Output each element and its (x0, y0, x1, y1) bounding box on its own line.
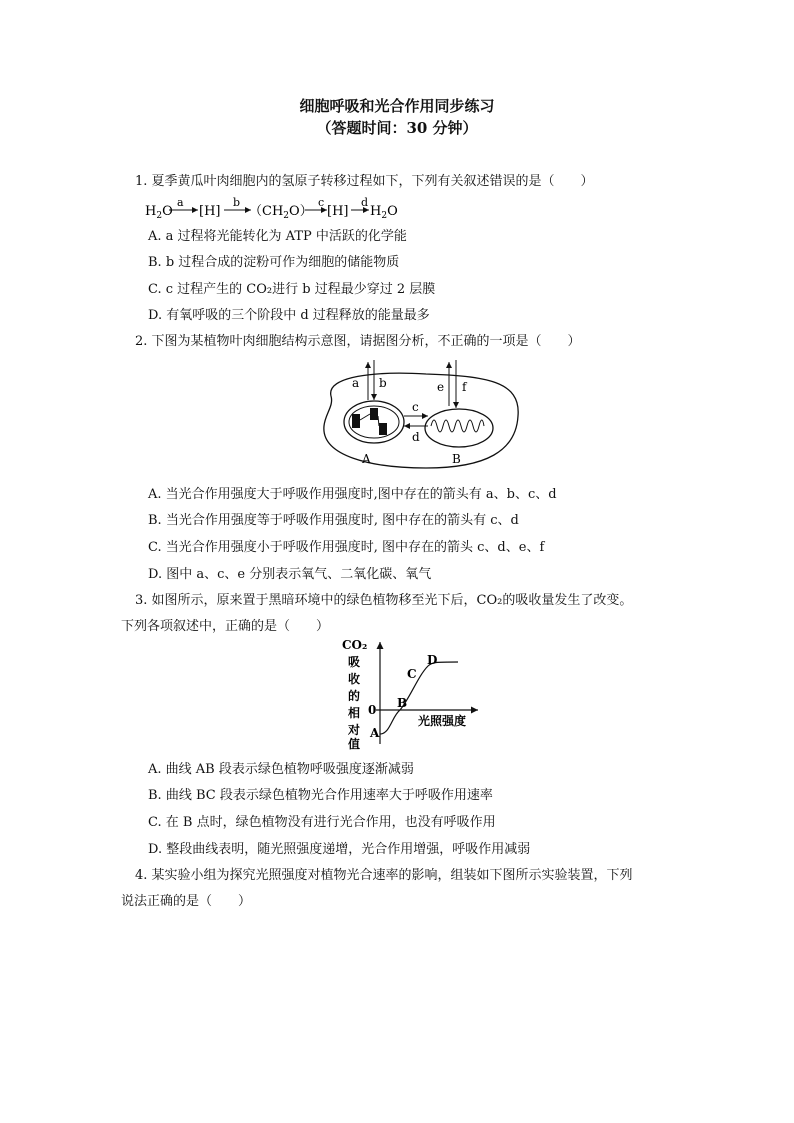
label-A: A (362, 452, 371, 466)
cristae (431, 420, 484, 432)
mitochondrion (425, 409, 493, 447)
svg-text:[H]: [H] (327, 204, 349, 219)
q1-option-d: D. 有氧呼吸的三个阶段中 d 过程释放的能量最多 (148, 308, 430, 323)
q1-option-b: B. b 过程合成的淀粉可作为细胞的储能物质 (148, 255, 400, 270)
point-d-label: D (427, 653, 438, 667)
label-B: B (452, 452, 461, 466)
svg-text:收: 收 (348, 672, 361, 686)
x-axis-title: 光照强度 (418, 714, 467, 728)
svg-text:（CH2O）: $(CH_2O)$ (249, 204, 313, 221)
q1-option-c: C. c 过程产生的 CO₂进行 b 过程最少穿过 2 层膜 (148, 282, 436, 297)
origin-label: 0 (368, 703, 377, 717)
label-a: a (352, 376, 360, 390)
y-axis-title: CO₂ (342, 638, 368, 652)
grana-stack (379, 423, 387, 435)
svg-text:的: 的 (348, 689, 361, 703)
q1-flow-label-b: b (233, 196, 241, 209)
label-b: b (379, 376, 387, 390)
point-b-label: B (397, 696, 408, 710)
label-e: e (437, 380, 445, 394)
q1-flow-label-a: a (177, 196, 184, 209)
q2-option-b: B. 当光合作用强度等于呼吸作用强度时, 图中存在的箭头有 c、d (148, 513, 519, 528)
point-a-label: A (370, 726, 380, 740)
q3-option-c: C. 在 B 点时，绿色植物没有进行光合作用，也没有呼吸作用 (148, 815, 496, 830)
grana-stack (352, 414, 360, 428)
grana-stack (370, 408, 378, 420)
q4-stem-line1: 4. 某实验小组为探究光照强度对植物光合速率的影响，组装如下图所示实验装置，下列 (135, 868, 633, 883)
q1-option-a: A. a 过程将光能转化为 ATP 中活跃的化学能 (148, 229, 407, 244)
q1-flow-label-d: d (361, 196, 369, 209)
svg-text:相: 相 (348, 706, 361, 720)
q2-stem: 2. 下图为某植物叶肉细胞结构示意图，请据图分析，不正确的一项是（ ） (135, 334, 581, 349)
svg-text:[H]: [H] (199, 204, 221, 219)
q3-stem-line2: 下列各项叙述中，正确的是（ ） (121, 619, 330, 634)
svg-text:值: 值 (348, 737, 361, 751)
page-subtitle: （答题时间：30 分钟） (316, 119, 478, 137)
q3-option-b: B. 曲线 BC 段表示绿色植物光合作用速率大于呼吸作用速率 (148, 788, 493, 803)
q2-option-c: C. 当光合作用强度小于呼吸作用强度时, 图中存在的箭头 c、d、e、f (148, 540, 545, 555)
label-d: d (412, 430, 420, 444)
label-c: c (412, 400, 419, 414)
q4-stem-line2: 说法正确的是（ ） (121, 894, 252, 909)
q3-graph (340, 636, 490, 752)
svg-text:H2O: $H_2O$ (370, 204, 398, 221)
point-c-label: C (407, 667, 417, 681)
q3-option-a: A. 曲线 AB 段表示绿色植物呼吸强度逐渐减弱 (148, 762, 414, 777)
page-title: 细胞呼吸和光合作用同步练习 (299, 97, 495, 115)
svg-text:H2O: $H_2O$ (145, 204, 173, 221)
label-f: f (462, 380, 467, 394)
q1-stem: 1. 夏季黄瓜叶肉细胞内的氢原子转移过程如下，下列有关叙述错误的是（ ） (135, 174, 594, 189)
q3-stem-line1: 3. 如图所示，原来置于黑暗环境中的绿色植物移至光下后，CO₂的吸收量发生了改变。 (135, 593, 633, 608)
q1-flow-label-c: c (318, 196, 325, 209)
q2-cell-diagram (316, 356, 526, 474)
svg-text:吸: 吸 (348, 655, 361, 669)
q1-flow-diagram (145, 196, 415, 222)
q2-option-d: D. 图中 a、c、e 分别表示氧气、二氧化碳、氧气 (148, 567, 432, 582)
svg-text:对: 对 (348, 723, 361, 737)
q2-option-a: A. 当光合作用强度大于呼吸作用强度时,图中存在的箭头有 a、b、c、d (148, 487, 557, 502)
q3-option-d: D. 整段曲线表明，随光照强度递增，光合作用增强，呼吸作用减弱 (148, 842, 531, 857)
